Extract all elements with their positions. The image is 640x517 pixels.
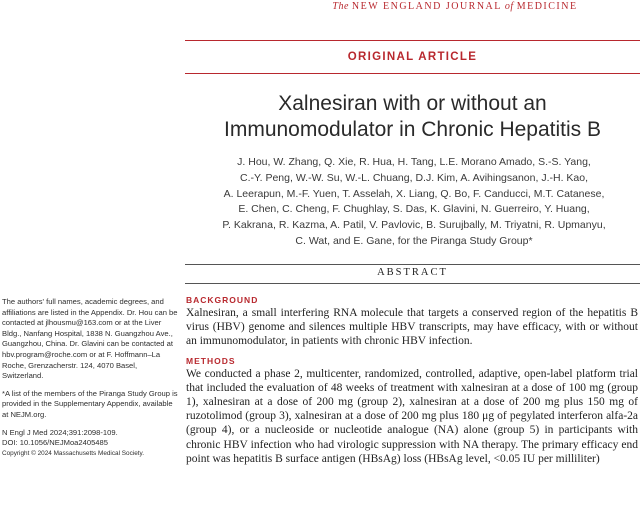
methods-heading: METHODS (186, 355, 236, 366)
masthead-medicine: MEDICINE (516, 1, 578, 12)
authors-line-5: P. Kakrana, R. Kazma, A. Patil, V. Pavlovic, B. Surujbally, M. Triyatni, R. Upmanyu, (222, 219, 606, 232)
masthead-prefix: The (332, 1, 352, 12)
doi: DOI: 10.1056/NEJMoa2405485 (2, 438, 108, 448)
citation: N Engl J Med 2024;391:2098-109. (2, 427, 118, 437)
background-heading: BACKGROUND (186, 295, 259, 305)
authors-line-6: C. Wat, and E. Gane, for the Piranga Study Group* (295, 234, 533, 247)
authors-line-1: J. Hou, W. Zhang, Q. Xie, R. Hua, H. Tang, L.E. Morano Amado, S.-S. Yang, (237, 156, 591, 168)
title-line-2: Immunomodulator in Chronic Hepatitis B (224, 118, 601, 141)
study-group-note: *A list of the members of the Piranga Study Group is provided in the Supplementary Appendix, available at NEJM.org. (2, 388, 178, 419)
sidebar-notes (2, 297, 178, 458)
abstract-rule-top (185, 264, 640, 265)
abstract-body (186, 294, 638, 472)
authors-line-2: C.-Y. Peng, W.-W. Su, W.-L. Chuang, D.J. Kim, A. Avihingsanon, J.-H. Kao, (239, 171, 588, 184)
journal-masthead (270, 0, 640, 14)
author-list (190, 155, 638, 250)
section-rule-top (185, 40, 640, 41)
section-label: ORIGINAL ARTICLE (347, 51, 478, 63)
abstract-label: ABSTRACT (377, 267, 448, 278)
masthead-of: of (501, 1, 517, 12)
title-line-1: Xalnesiran with or without an (278, 92, 547, 115)
abstract-rule-bottom (185, 283, 640, 284)
article-title (185, 91, 640, 143)
methods-text: We conducted a phase 2, multicenter, randomized, controlled, adaptive, open-label platform trial that included the evaluation of 48 weeks of treatment with xalnesiran at a dose of 100 mg (group 1), xalnesiran at a dose of 200 mg (group 2), xalnesiran at a dose of 200 mg plus 150 mg of ruzotolimod (group 3), xalnesiran at a dose of 200 mg plus 180 μg of pegylated interferon alfa-2a (group 4), or a nucleoside or nucleotide analogue (NA) alone (group 5) in participants with chronic HBV infection who had virologic suppression with NA therapy. The primary efficacy end point was hepatitis B surface antigen (HBsAg) loss (HBsAg level, <0.05 IU per milliliter) (186, 367, 638, 465)
masthead-name: NEW ENGLAND JOURNAL (351, 1, 502, 12)
background-text: Xalnesiran, a small interfering RNA molecule that targets a conserved region of the hepatitis B virus (HBV) genome and silences multiple HBV transcripts, may have efficacy, with or without an immunomodulator, in patients with chronic HBV infection. (186, 307, 638, 348)
contact-info: The authors' full names, academic degrees, and affiliations are listed in the Appendix. Dr. Hou can be contacted at jlhousmu@163.com or at the Liver Bldg., Nanfang Hospital, 1838 N. Guangzhou Ave., Guangzhou, China. Dr. Glavini can be contacted at hbv.program@roche.com or at F. Hoffmann–La Roche, Grenzacherstr. 124, 4070 Basel, Switzerland. (2, 297, 178, 381)
abstract-header (185, 264, 640, 284)
section-rule-bottom (185, 73, 640, 74)
copyright: Copyright © 2024 Massachusetts Medical Society. (2, 449, 145, 457)
authors-line-4: E. Chen, C. Cheng, F. Chughlay, S. Das, K. Glavini, N. Guerreiro, Y. Huang, (238, 203, 590, 216)
authors-line-3: A. Leerapun, M.-F. Yuen, T. Asselah, X. Liang, Q. Bo, F. Canducci, M.T. Catanese, (223, 187, 605, 200)
